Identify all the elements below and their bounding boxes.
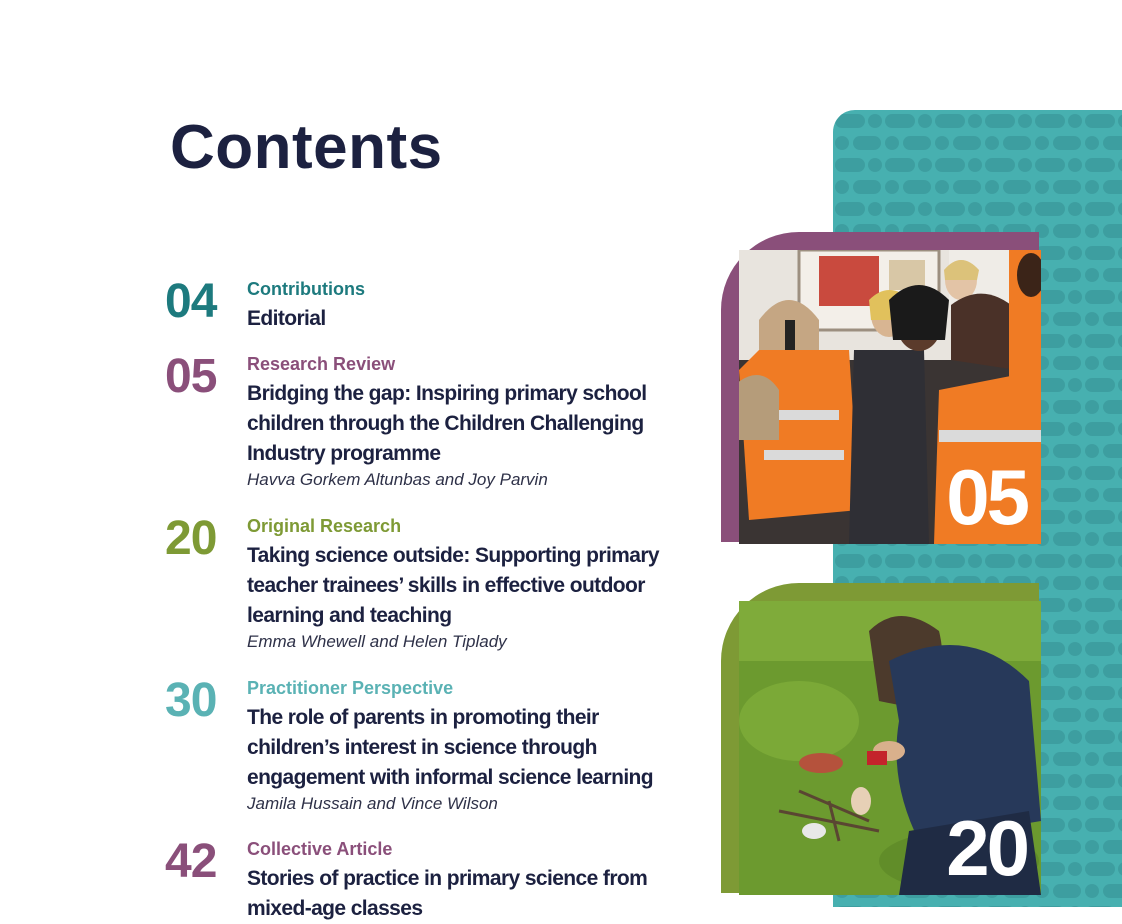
article-authors: Jamila Hussain and Vince Wilson (247, 794, 498, 813)
article-headline: Taking science outside: Supporting primary teacher trainees’ skills in effective outdoor learning and teaching (247, 544, 659, 627)
category-label: Practitioner Perspective (247, 678, 454, 698)
category-label: Original Research (247, 516, 402, 536)
photo-page-number: 20 (946, 804, 1027, 892)
page-number: 04 (165, 275, 217, 328)
category-label: Collective Article (247, 839, 393, 859)
page-number: 20 (165, 512, 217, 565)
photo-page-number: 05 (946, 453, 1027, 541)
article-authors: Havva Gorkem Altunbas and Joy Parvin (247, 470, 548, 489)
category-label: Contributions (247, 279, 365, 299)
page-number: 42 (165, 835, 217, 888)
outdoor-learning-photo (739, 601, 1041, 895)
article-headline: Bridging the gap: Inspiring primary school children through the Children Challenging Industry programme (247, 382, 647, 465)
page-title: Contents (170, 113, 443, 182)
children-classroom-photo (739, 250, 1041, 544)
article-headline: Editorial (247, 307, 326, 330)
article-headline: Stories of practice in primary science from mixed-age classes (247, 867, 648, 920)
article-authors: Emma Whewell and Helen Tiplady (247, 632, 507, 651)
page-number: 30 (165, 674, 217, 727)
page-number: 05 (165, 350, 217, 403)
category-label: Research Review (247, 354, 396, 374)
article-headline: The role of parents in promoting their children’s interest in science through engagement with informal science learning (247, 706, 654, 789)
